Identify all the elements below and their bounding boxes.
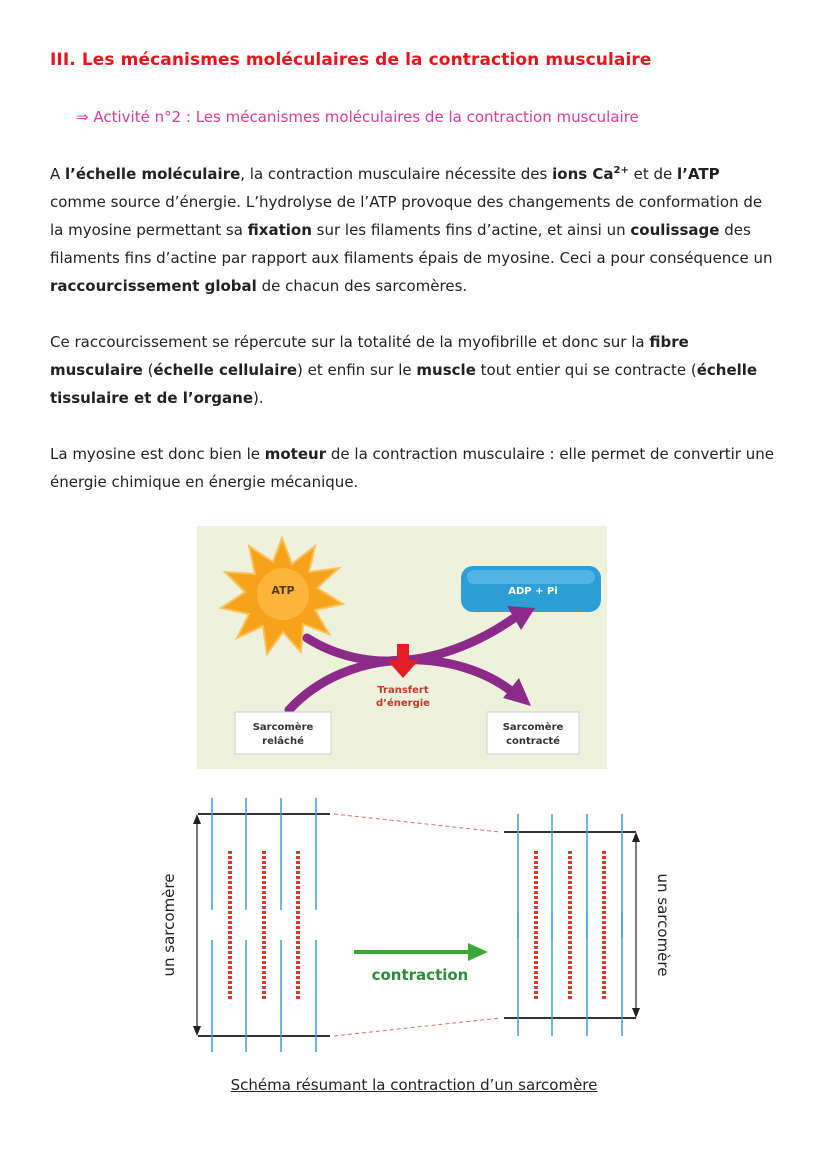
right-sarcomere-label: un sarcomère (654, 873, 672, 977)
contracted-label-2: contracté (506, 736, 560, 747)
arrow-icon: ⇒ (76, 108, 89, 126)
dashed-guide-top (334, 814, 500, 832)
relaxed-sarcomere (193, 798, 330, 1052)
relaxed-label-1: Sarcomère (252, 722, 314, 733)
contracted-sarcomere (504, 814, 640, 1036)
contraction-arrow-icon (354, 943, 488, 961)
dashed-guide-bottom (334, 1018, 500, 1036)
paragraph-molecular: A l’échelle moléculaire, la contraction musculaire nécessite des ions $Ca^{2+}$ et de l’ATP comme source d’énergie. L’hydrolyse de l’ATP provoque des changements de conformation de la myosine permettant sa fixation sur les filaments fins d’actine, et ainsi un coulissage des filaments fins d’actine par rapport aux filaments épais de myosine. Ceci a pour conséquence un raccourcissement global de chacun des sarcomères. (50, 165, 773, 295)
activity-link (76, 108, 639, 126)
contracted-label-1: Sarcomère (502, 722, 564, 733)
transfer-label-2: d’énergie (376, 698, 430, 709)
adp-label: ADP + Pi (508, 586, 558, 597)
transfer-label-1: Transfert (377, 685, 429, 696)
relaxed-box (235, 712, 331, 754)
energy-transfer-diagram (197, 526, 607, 769)
section-heading: III. Les mécanismes moléculaires de la contraction musculaire (50, 50, 652, 70)
activity-label: Activité n°2 : Les mécanismes moléculaires de la contraction musculaire (93, 108, 639, 126)
left-sarcomere-label: un sarcomère (160, 873, 178, 977)
contraction-label: contraction (371, 966, 469, 984)
contracted-box (487, 712, 579, 754)
paragraph-cellular: Ce raccourcissement se répercute sur la totalité de la myofibrille et donc sur la fibre musculaire (échelle cellulaire) et enfin sur le muscle tout entier qui se contracte (échelle tissulaire et de l’organe). (50, 333, 758, 407)
paragraph-motor: La myosine est donc bien le moteur de la contraction musculaire : elle permet de convertir une énergie chimique en énergie mécanique. (50, 445, 774, 491)
sarcomere-diagram (150, 790, 690, 1060)
figure-caption: Schéma résumant la contraction d’un sarcomère (230, 1076, 598, 1094)
atp-label: ATP (271, 584, 295, 597)
relaxed-label-2: relâché (262, 736, 304, 747)
